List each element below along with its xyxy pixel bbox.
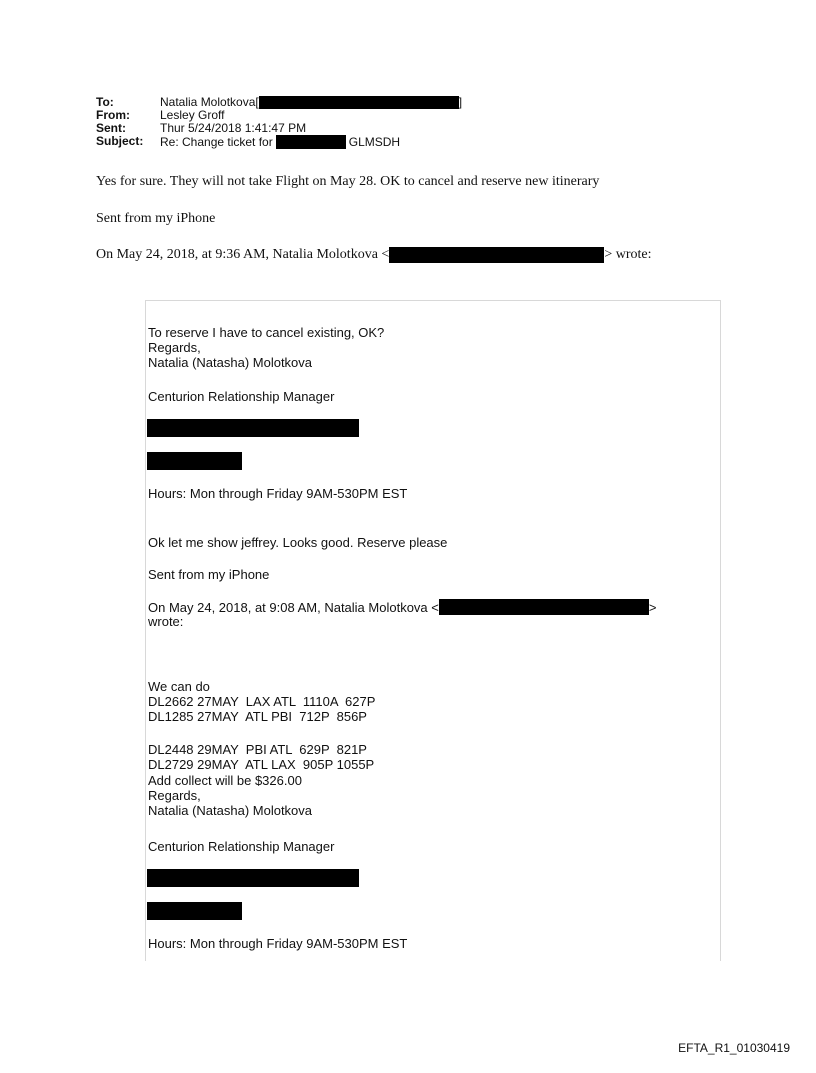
header-sent-row xyxy=(96,122,462,135)
quoted-name: Natalia (Natasha) Molotkova xyxy=(148,355,313,370)
flight-line: DL2448 29MAY PBI ATL 629P 821P xyxy=(148,742,367,757)
quoted-question: To reserve I have to cancel existing, OK? xyxy=(148,325,385,340)
quoted-hours: Hours: Mon through Friday 9AM-530PM EST xyxy=(148,486,408,501)
quoted-can-do: We can do xyxy=(148,679,210,694)
quoted-reply: Ok let me show jeffrey. Looks good. Reserve please xyxy=(148,535,448,550)
flight-line: DL2662 27MAY LAX ATL 1110A 627P xyxy=(148,694,376,709)
quoted-title: Centurion Relationship Manager xyxy=(148,389,335,404)
redaction-block xyxy=(147,452,242,470)
email-header xyxy=(96,96,462,149)
wrote-suffix: > wrote: xyxy=(604,247,652,262)
wrote-prefix: On May 24, 2018, at 9:36 AM, Natalia Molotkova < xyxy=(96,247,390,262)
to-label: To: xyxy=(96,95,114,109)
document-id: EFTA_R1_01030419 xyxy=(678,1041,790,1055)
wrote2-suffix: > xyxy=(648,599,657,615)
subject-prefix: Re: Change ticket for xyxy=(160,135,273,149)
header-subject-row xyxy=(96,135,462,149)
to-value: Natalia Molotkova[ xyxy=(160,95,259,109)
quoted-wrote-line xyxy=(148,599,656,615)
redaction-block xyxy=(147,869,359,887)
redaction-block xyxy=(439,599,649,615)
reply-wrote-line xyxy=(96,247,651,263)
redaction-block xyxy=(276,135,346,149)
quoted-add-collect: Add collect will be $326.00 xyxy=(148,773,302,788)
from-label: From: xyxy=(96,108,130,122)
redaction-block xyxy=(259,96,459,109)
subject-suffix: GLMSDH xyxy=(348,135,401,149)
redaction-block xyxy=(147,419,359,437)
redaction-block xyxy=(389,247,604,263)
quoted-signature: Sent from my iPhone xyxy=(148,567,270,582)
redaction-block xyxy=(147,902,242,920)
to-close-bracket: ] xyxy=(458,95,463,109)
sent-label: Sent: xyxy=(96,121,126,135)
quoted-wrote-tail: wrote: xyxy=(148,614,184,629)
flight-line: DL1285 27MAY ATL PBI 712P 856P xyxy=(148,709,367,724)
quoted-hours: Hours: Mon through Friday 9AM-530PM EST xyxy=(148,936,408,951)
quoted-name: Natalia (Natasha) Molotkova xyxy=(148,803,313,818)
quoted-regards: Regards, xyxy=(148,340,201,355)
quoted-message xyxy=(145,300,721,961)
reply-text: Yes for sure. They will not take Flight on May 28. OK to cancel and reserve new itinerary xyxy=(96,174,600,189)
reply-signature: Sent from my iPhone xyxy=(96,211,216,226)
quoted-regards: Regards, xyxy=(148,788,201,803)
wrote2-prefix: On May 24, 2018, at 9:08 AM, Natalia Molotkova < xyxy=(148,599,439,615)
subject-label: Subject: xyxy=(96,134,144,148)
quoted-title: Centurion Relationship Manager xyxy=(148,839,335,854)
header-to-row xyxy=(96,96,462,109)
flight-line: DL2729 29MAY ATL LAX 905P 1055P xyxy=(148,757,375,772)
from-value: Lesley Groff xyxy=(160,108,225,122)
sent-value: Thur 5/24/2018 1:41:47 PM xyxy=(160,121,307,135)
